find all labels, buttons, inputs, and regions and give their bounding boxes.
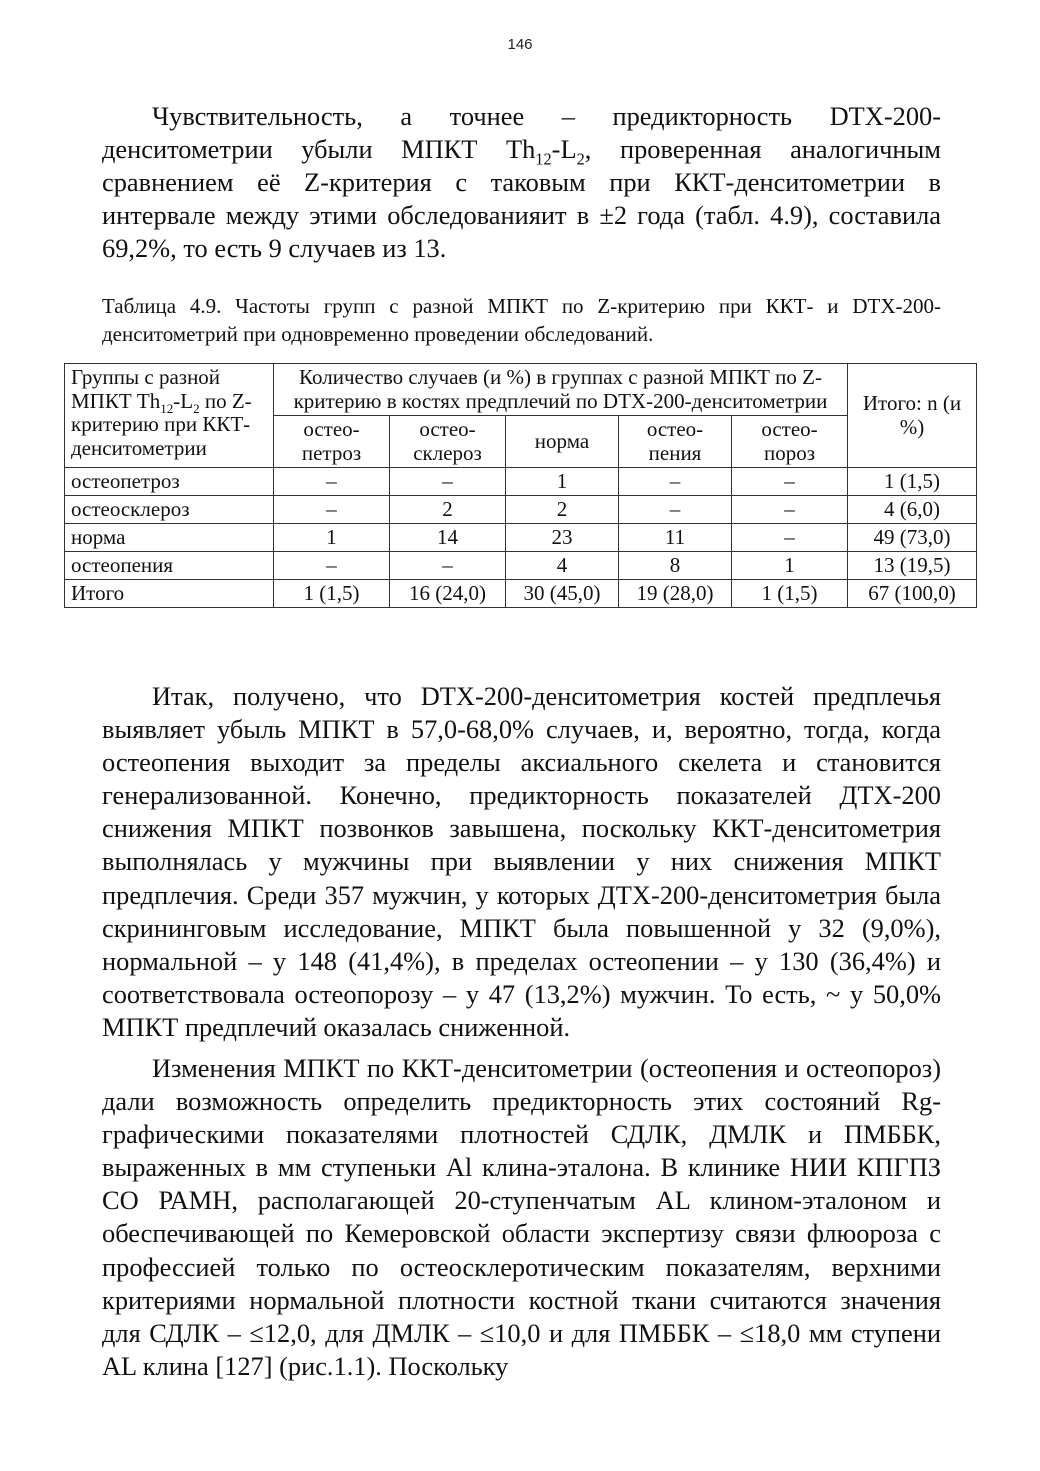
table-cell: 30 (45,0) (506, 580, 619, 608)
row-label: остеопетроз (65, 468, 274, 496)
table-cell: 1 (732, 552, 848, 580)
group-column-header: Группы с разной МПКТ $Th_{12}-L_2$ по Z-критерию при ККТ-денситометрии (65, 364, 274, 468)
table-cell: 2 (390, 496, 506, 524)
total-column-header: Итого: n (и %) (848, 364, 977, 468)
table-cell-total: 13 (19,5) (848, 552, 977, 580)
table-cell: 11 (619, 524, 732, 552)
table-cell: 1 (506, 468, 619, 496)
row-label: остеопения (65, 552, 274, 580)
table-cell-total: 1 (1,5) (848, 468, 977, 496)
table-cell: – (274, 468, 390, 496)
forearm-groups-header: Количество случаев (и %) в группах с разной МПКТ по Z-критерию в костях предплечий по DTX-200-денситометрии (274, 364, 848, 416)
table-cell: 23 (506, 524, 619, 552)
subheader-osteosclerosis: остео-склероз (390, 416, 506, 468)
row-label: Итого (65, 580, 274, 608)
frequency-table (64, 363, 977, 608)
subheader-osteoporosis: остео-пороз (732, 416, 848, 468)
row-label: остеосклероз (65, 496, 274, 524)
row-label: норма (65, 524, 274, 552)
table-cell-total: 67 (100,0) (848, 580, 977, 608)
page-number: 146 (507, 36, 533, 53)
table-caption: Таблица 4.9. Частоты групп с разной МПКТ по Z-критерию при ККТ- и DTX-200-денситометрий при одновременно проведении обследований. (102, 294, 941, 346)
table-cell: – (732, 496, 848, 524)
table-cell: 1 (1,5) (732, 580, 848, 608)
table-cell: 19 (28,0) (619, 580, 732, 608)
table-cell: 2 (506, 496, 619, 524)
table-cell: – (390, 468, 506, 496)
table-cell-total: 49 (73,0) (848, 524, 977, 552)
table-cell: 1 (274, 524, 390, 552)
subheader-norm: норма (506, 416, 619, 468)
table-cell: 8 (619, 552, 732, 580)
table-cell: 14 (390, 524, 506, 552)
table-cell-total: 4 (6,0) (848, 496, 977, 524)
table-cell: – (619, 468, 732, 496)
table-row (65, 552, 977, 580)
table-cell: – (732, 468, 848, 496)
table-cell: – (619, 496, 732, 524)
paragraph-conclusion: Итак, получено, что DTX-200-денситометрия костей предплечья выявляет убыль МПКТ в 57,0-68,0% случаев, и, вероятно, тогда, когда остеопения выходит за пределы аксиального скелета и становится генерализованной. Конечно, предикторность показателей ДТХ-200 снижения МПКТ позвонков завышена, поскольку ККТ-денситометрия выполнялась у мужчины при выявлении у них снижения МПКТ предплечия. Среди 357 мужчин, у которых ДТХ-200-денситометрия была скрининговым исследование, МПКТ была повышенной у 32 (9,0%), нормальной – у 148 (41,4%), в пределах остеопении – у 130 (36,4%) и соответствовала остеопорозу – у 47 (13,2%) мужчин. То есть, ~ у 50,0% МПКТ предплечий оказалась сниженной. (102, 681, 941, 1042)
table-row (65, 524, 977, 552)
table-cell: – (274, 496, 390, 524)
table-cell: 1 (1,5) (274, 580, 390, 608)
table-cell: – (274, 552, 390, 580)
subheader-osteopenia: остео-пения (619, 416, 732, 468)
table-row-total (65, 580, 977, 608)
table-cell: – (390, 552, 506, 580)
table-cell: – (732, 524, 848, 552)
table-row (65, 468, 977, 496)
subheader-osteopetrosis: остео-петроз (274, 416, 390, 468)
paragraph-sensitivity: Чувствительность, а точнее – предикторность DTX-200-денситометрии убыли МПКТ $Th_{12}-L_2$, проверенная аналогичным сравнением её Z-критерия с таковым при ККТ-денситометрии в интервале между этими обследованияит в ±2 года (табл. 4.9), составила 69,2%, то есть 9 случаев из 13. (102, 101, 941, 264)
paragraph-changes: Изменения МПКТ по ККТ-денситометрии (остеопения и остеопороз) дали возможность определить предикторность этих состояний Rg-графическими показателями плотностей СДЛК, ДМЛК и ПМББК, выраженных в мм ступеньки Al клина-эталона. В клинике НИИ КПГПЗ СО РАМН, располагающей 20-ступенчатым AL клином-эталоном и обеспечивающей по Кемеровской области экспертизу связи флюороза с профессией только по остеосклеротическим показателям, верхними критериями нормальной плотности костной ткани считаются значения для СДЛК – ≤12,0, для ДМЛК – ≤10,0 и для ПМББК – ≤18,0 мм ступени AL клина [127] (рис.1.1). Поскольку (102, 1053, 941, 1381)
table-cell: 4 (506, 552, 619, 580)
table-cell: 16 (24,0) (390, 580, 506, 608)
table-row (65, 496, 977, 524)
